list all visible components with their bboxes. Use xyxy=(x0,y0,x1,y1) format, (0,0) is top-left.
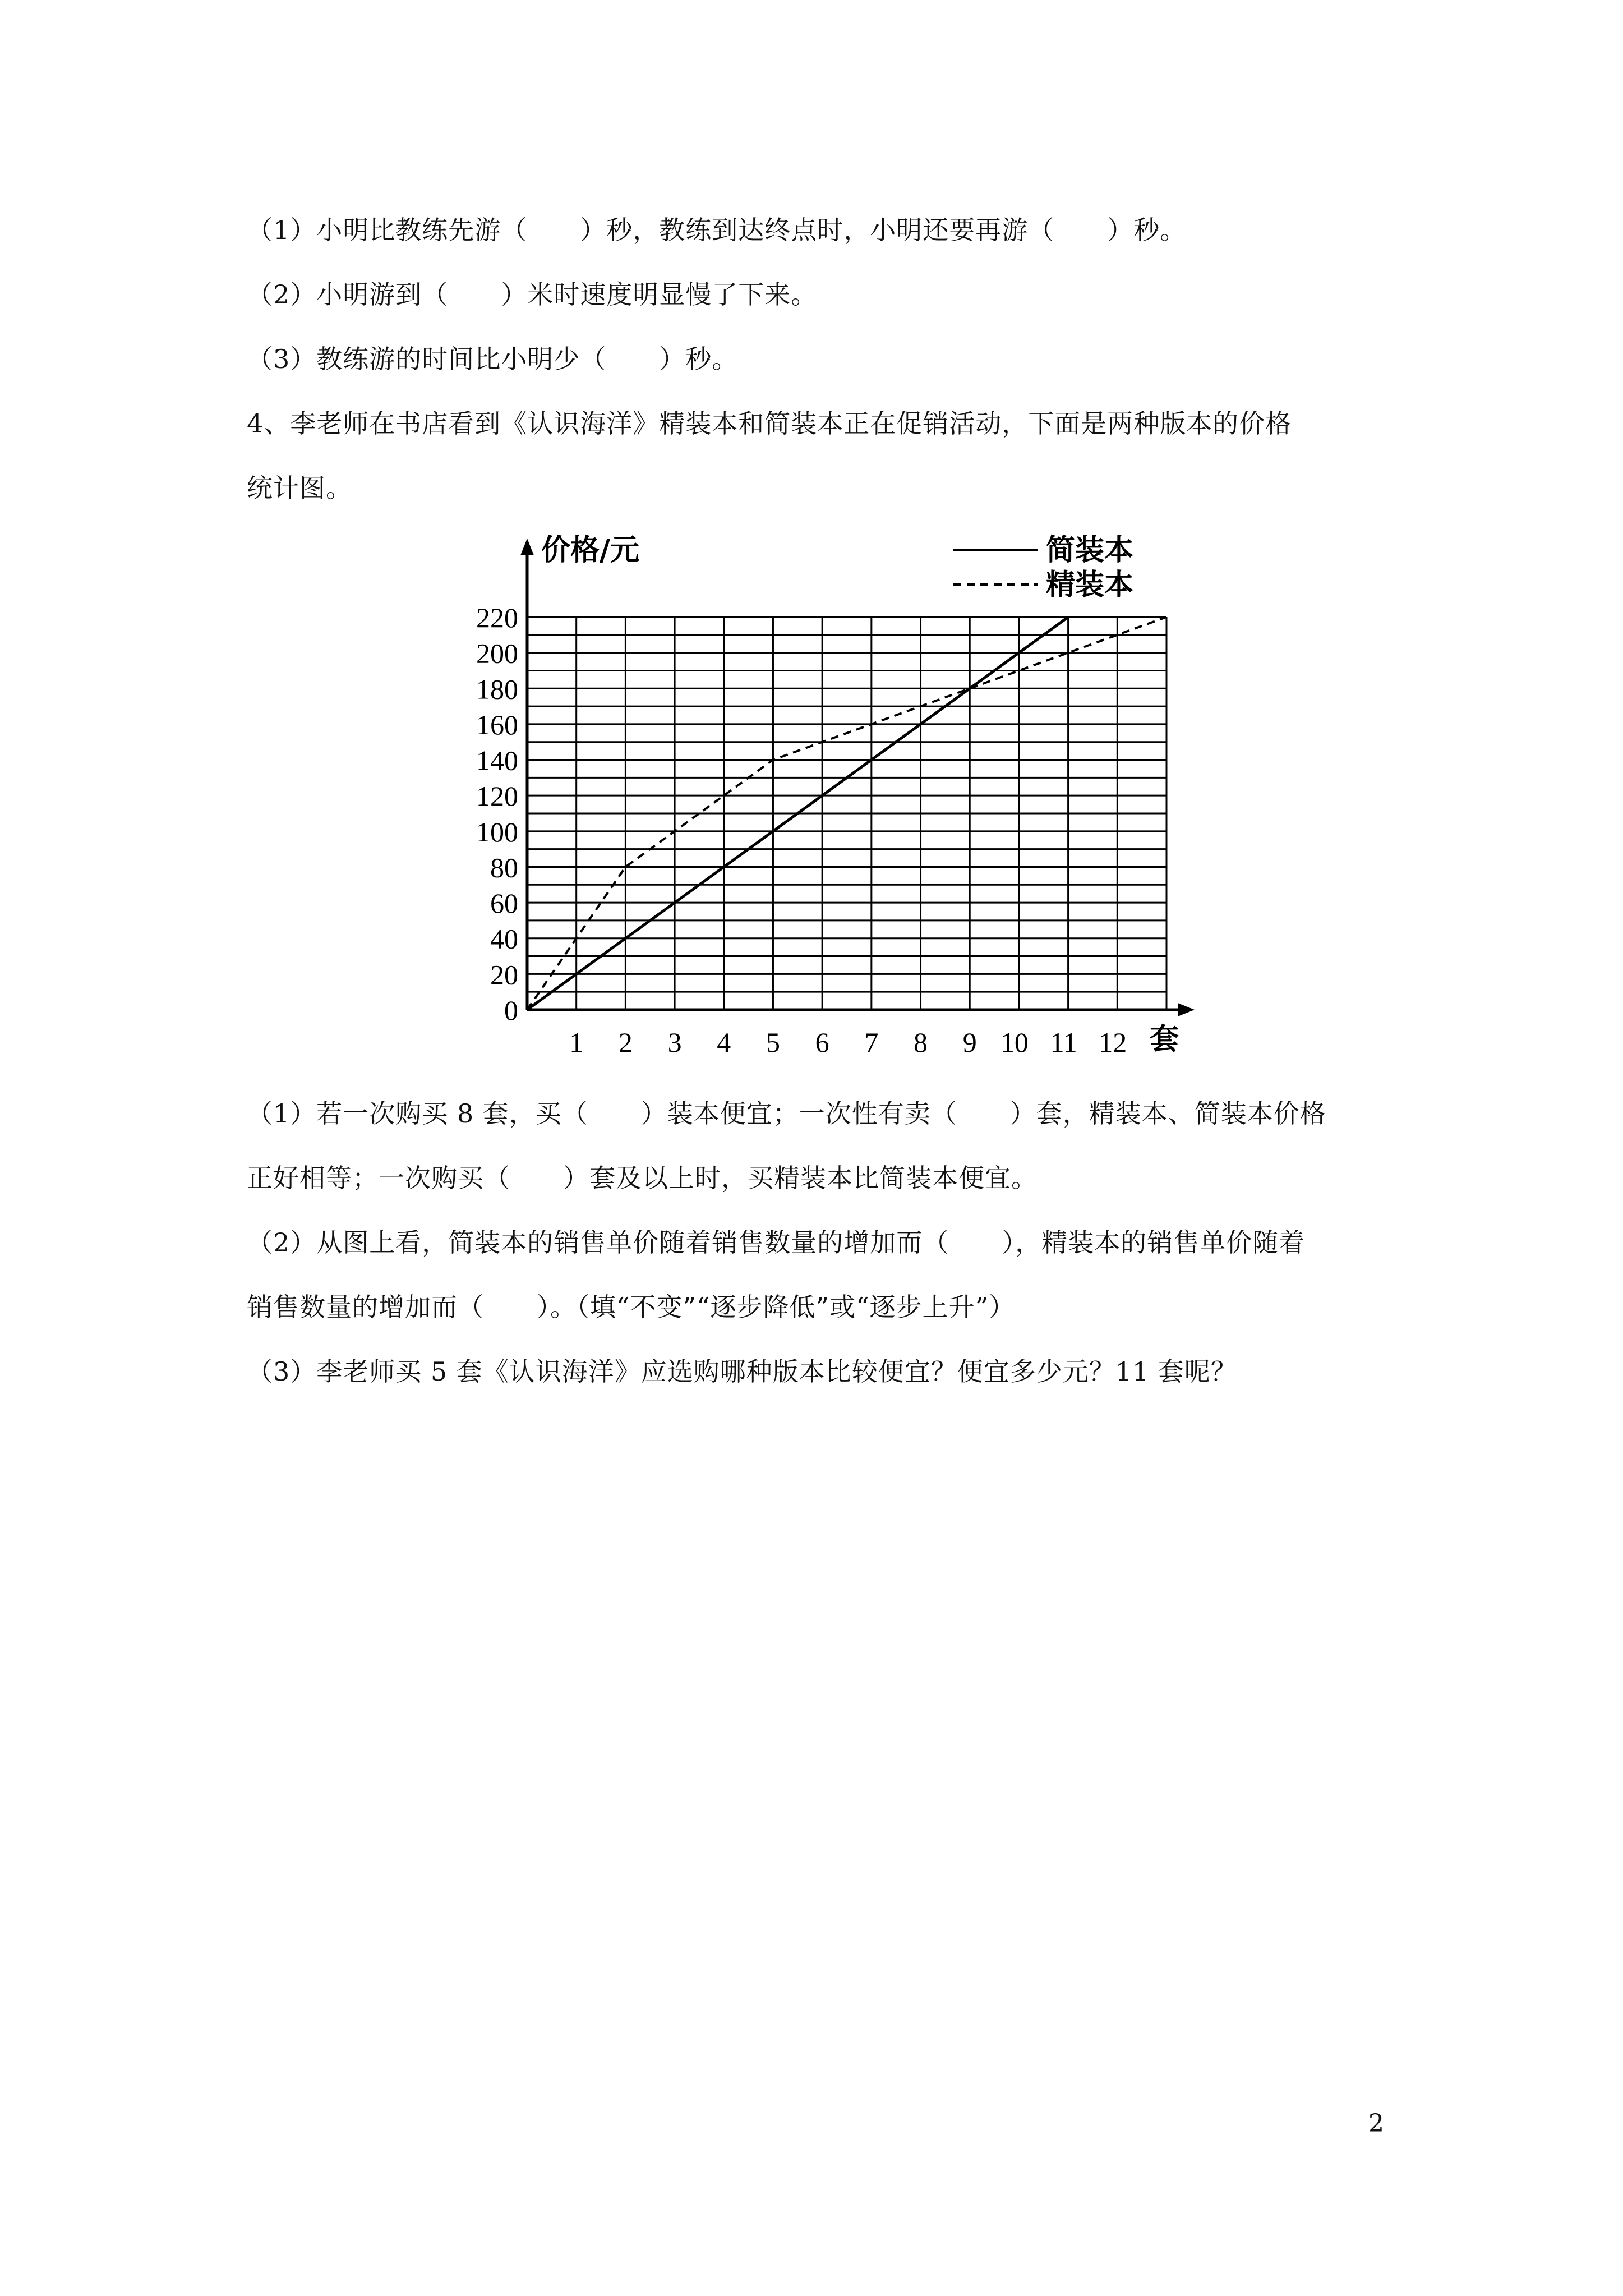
chart-grid xyxy=(527,617,1166,1010)
y-axis-arrow xyxy=(520,539,534,555)
y-tick-labels xyxy=(476,602,518,1026)
question-4-sub3: （3）李老师买 5 套《认识海洋》应选购哪种版本比较便宜？便宜多少元？11 套呢？ xyxy=(247,1356,1237,1387)
question-4-stem-line2: 统计图。 xyxy=(247,473,352,503)
y-tick-label: 200 xyxy=(476,637,518,669)
question-4-stem-line1: 4、李老师在书店看到《认识海洋》精装本和简装本正在促销活动，下面是两种版本的价格 xyxy=(247,408,1292,439)
y-tick-label: 0 xyxy=(504,995,518,1026)
chart-legend xyxy=(953,533,1133,602)
y-tick-label: 180 xyxy=(476,673,518,705)
y-tick-label: 20 xyxy=(490,959,518,991)
x-tick-label: 1 xyxy=(569,1027,584,1058)
x-tick-label: 6 xyxy=(815,1027,829,1058)
y-tick-label: 140 xyxy=(476,744,518,776)
y-tick-label: 220 xyxy=(476,602,518,633)
legend-label: 简装本 xyxy=(1046,533,1134,567)
question-4-sub1-line1: （1）若一次购买 8 套，买（ ）装本便宜；一次性有卖（ ）套，精装本、简装本价格 xyxy=(247,1098,1326,1129)
x-tick-label: 9 xyxy=(962,1027,977,1058)
y-tick-label: 60 xyxy=(490,887,518,919)
y-axis-label: 价格/元 xyxy=(541,533,639,567)
x-axis-arrow xyxy=(1178,1003,1195,1016)
price-line-chart xyxy=(426,533,1211,1071)
x-tick-label: 7 xyxy=(864,1027,879,1058)
x-tick-labels xyxy=(569,1027,1127,1058)
x-tick-label: 4 xyxy=(717,1027,731,1058)
question-3-sub2: （2）小明游到（ ）米时速度明显慢了下来。 xyxy=(247,279,818,310)
y-tick-label: 160 xyxy=(476,708,518,740)
legend-label: 精装本 xyxy=(1046,568,1134,602)
x-tick-label: 11 xyxy=(1050,1027,1077,1058)
question-3-sub3: （3）教练游的时间比小明少（ ）秒。 xyxy=(247,344,739,374)
question-4-sub2-line1: （2）从图上看，简装本的销售单价随着销售数量的增加而（ ），精装本的销售单价随着 xyxy=(247,1227,1306,1258)
question-3-sub1: （1）小明比教练先游（ ）秒，教练到达终点时，小明还要再游（ ）秒。 xyxy=(247,215,1187,245)
x-tick-label: 12 xyxy=(1099,1027,1127,1058)
y-tick-label: 40 xyxy=(490,923,518,955)
page-number: 2 xyxy=(1368,2109,1384,2138)
x-tick-label: 10 xyxy=(1000,1027,1029,1058)
x-tick-label: 2 xyxy=(618,1027,633,1058)
question-4-sub1-line2: 正好相等；一次购买（ ）套及以上时，买精装本比简装本便宜。 xyxy=(247,1163,1038,1193)
y-tick-label: 80 xyxy=(490,852,518,884)
y-tick-label: 120 xyxy=(476,780,518,812)
x-tick-label: 5 xyxy=(766,1027,780,1058)
question-4-sub2-line2: 销售数量的增加而（ ）。（填“不变”“逐步降低”或“逐步上升”） xyxy=(247,1292,1016,1322)
y-tick-label: 100 xyxy=(476,816,518,848)
x-axis-label: 套 xyxy=(1150,1023,1179,1056)
x-tick-label: 3 xyxy=(667,1027,682,1058)
x-tick-label: 8 xyxy=(914,1027,928,1058)
